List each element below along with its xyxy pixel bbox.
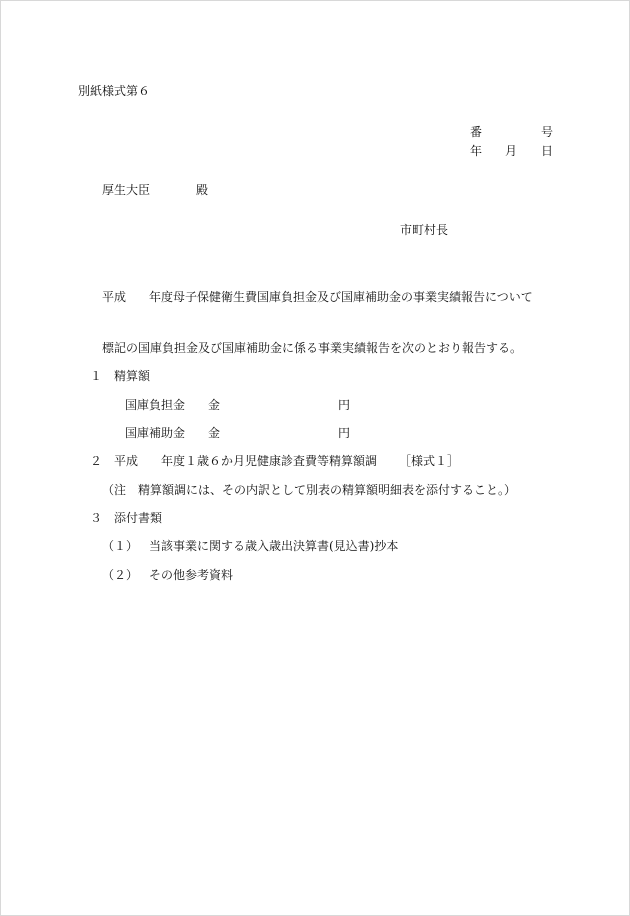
- intro-text: 標記の国庫負担金及び国庫補助金に係る事業実績報告を次のとおり報告する。: [102, 341, 523, 355]
- month-char: 月: [505, 144, 518, 158]
- attachment-1-text: 当該事業に関する歳入歳出決算書(見込書)抄本: [149, 539, 399, 553]
- day-char: 日: [541, 144, 554, 158]
- row2-kin: 金: [208, 426, 221, 440]
- row1-label: 国庫負担金: [125, 398, 186, 412]
- section2-form-ref: ［様式１］: [399, 454, 460, 468]
- subject-era: 平成: [102, 290, 127, 304]
- row1-yen: 円: [338, 398, 351, 412]
- subject-text: 年度母子保健衛生費国庫負担金及び国庫補助金の事業実績報告について: [149, 290, 533, 304]
- section3-title: 添付書類: [114, 511, 163, 525]
- sender-title: 市町村長: [400, 223, 449, 237]
- section2-number: ２: [90, 454, 103, 468]
- section2-era: 平成: [114, 454, 139, 468]
- section2-text: 年度１歳６か月児健康診査費等精算額調: [161, 454, 378, 468]
- addressee-name: 厚生大臣: [102, 183, 151, 197]
- row1-kin: 金: [208, 398, 221, 412]
- row2-label: 国庫補助金: [125, 426, 186, 440]
- section2-note: （注 精算額調には、その内訳として別表の精算額明細表を添付すること。）: [102, 483, 517, 497]
- attachment-2-number: （２）: [102, 568, 139, 582]
- section3-number: ３: [90, 511, 103, 525]
- attachment-1-number: （１）: [102, 539, 139, 553]
- attachment-2-text: その他参考資料: [149, 568, 234, 582]
- section1-title: 精算額: [114, 369, 151, 383]
- row2-yen: 円: [338, 426, 351, 440]
- section1-number: １: [90, 369, 103, 383]
- addressee-honorific: 殿: [196, 183, 209, 197]
- form-label: 別紙様式第６: [78, 84, 151, 98]
- year-char: 年: [470, 144, 483, 158]
- number-char: 番: [470, 125, 483, 139]
- number-suffix: 号: [541, 125, 554, 139]
